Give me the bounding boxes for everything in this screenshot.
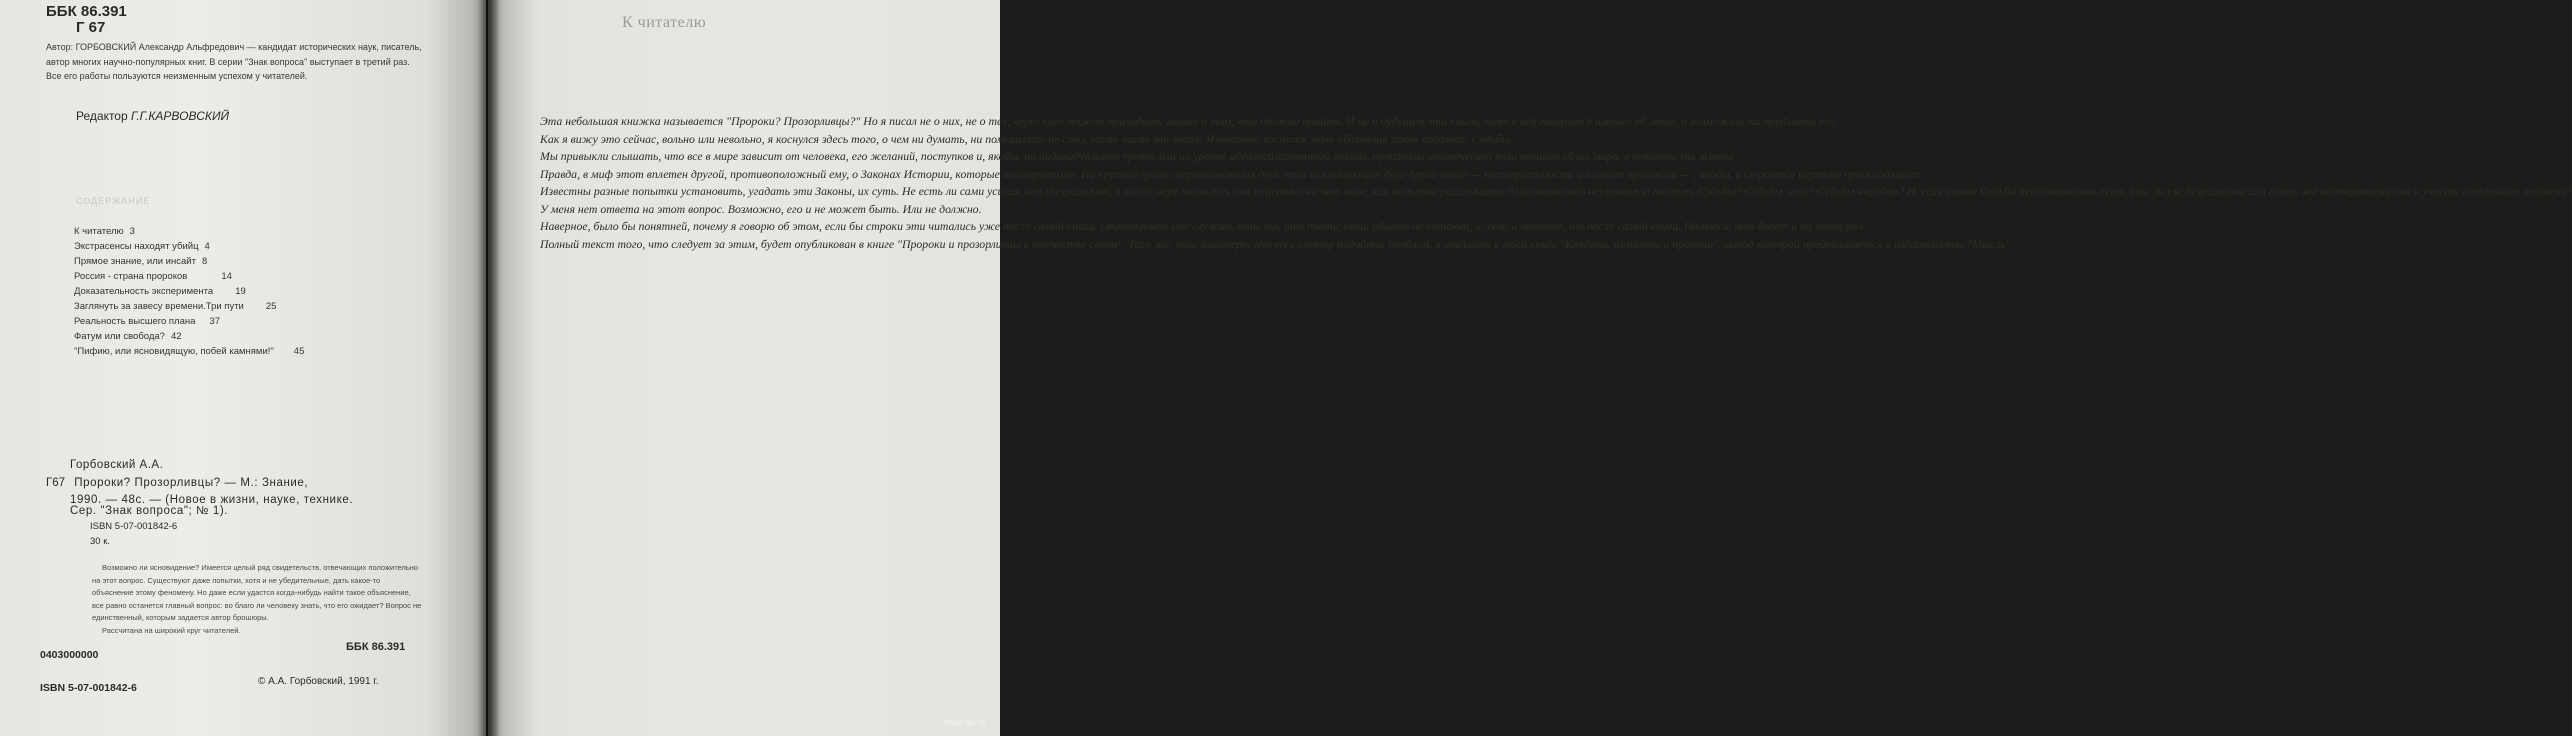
toc-item-page: 14 [221, 271, 232, 282]
card-price: 30 к. [90, 536, 111, 547]
toc-item-title: Реальность высшего плана [74, 316, 196, 327]
card-line-1: Пророки? Прозорливцы? — М.: Знание, [74, 477, 309, 489]
toc-item [74, 346, 304, 357]
toc-item-page: 42 [170, 331, 182, 342]
catalog-card-author: Горбовский А.А. [70, 459, 164, 471]
toc-item-title: Экстрасенсы находят убийц [74, 241, 199, 252]
toc-item-page: 45 [293, 346, 305, 357]
editor-label: Редактор [76, 109, 128, 123]
toc-item [74, 301, 276, 312]
paragraph: Мы привыкли слышать, что все в мире зависит от человека, его желаний, поступков и, якобы, на индивидуальном уровне или на уровне идеологизированной толпы, произволы человеческой воли вершат облик мира, в котором мы живем. [540, 149, 1736, 163]
page-title: К читателю [622, 14, 707, 31]
toc-item-page: 8 [201, 256, 208, 267]
card-index-code: Г67 [46, 477, 66, 489]
annotation-text: Возможно ли ясновидение? Имеется целый ряд свидетельств, отвечающих положительно на этот вопрос. Существуют даже попытки, хотя и не убедительные, дать какое-то объяснение этому феномену. Но даже если удастся когда-нибудь найти такое объяснение, все равно останется главный вопрос: во благо ли человеку знать, что его ожидает? Вопрос не единственный, которым задается автор брошюры. [92, 563, 422, 623]
toc-item [74, 256, 207, 267]
paragraph: Эта небольшая книжка называется "Пророки? Прозорливцы?" Но я писал не о них, не о тех, через кого может приходить знание о том, что должно прийти. И не о будущем эта книга, хотя в ней говорится именно об этом, о возможности предзнать его. [540, 114, 1839, 128]
paragraph: Правда, в миф этот вплетен другой, противоположный ему, о Законах Истории, которые неотвратимы. На хрупкой грани соприкосновения двух этих исключающих друг-друга начал — неотвратимости и полного произвола — , якобы, и строится картина происходящего. [540, 166, 1923, 181]
card-line-2: 1990. — 48с. — (Новое в жизни, науке, технике. [70, 494, 354, 506]
right-page [488, 0, 2572, 736]
isbn-bottom: ISBN 5-07-001842-6 [40, 682, 137, 694]
watermark: www.ay.by [944, 717, 987, 727]
left-page [0, 0, 486, 736]
catalog-card-index [46, 477, 308, 489]
toc-item-title: К читателю [74, 226, 124, 237]
toc-item [74, 286, 246, 297]
paragraph: Полный текст того, что следует за этим, будет опубликован в книге "Пророки и прозорливцы в отечестве своем". Того же, кого заинтересует весь спектр подобных проблем, я отсылаю к моей книге "Колдуны, целители и пророки", выход которой предполагается в издательстве "Мысль". [540, 236, 2014, 251]
toc-item-page: 25 [265, 301, 277, 312]
card-isbn: ISBN 5-07-001842-6 [90, 521, 178, 532]
card-line-3: Сер. "Знак вопроса"; № 1). [70, 505, 229, 517]
toc-item [74, 271, 232, 282]
editor-name: Г.Г.КАРВОВСКИЙ [131, 109, 230, 123]
toc-item-page: 37 [209, 316, 220, 327]
toc-item [74, 241, 210, 252]
bbk-top-text: ББК 86.391 [46, 3, 127, 20]
book-spine-shadow [478, 0, 500, 736]
toc-title: СОДЕРЖАНИЕ [76, 196, 151, 206]
publication-code: 0403000000 [40, 649, 99, 661]
editor-line [76, 109, 229, 123]
toc-item-title: Россия - страна пророков [74, 271, 188, 282]
annotation-audience: Рассчитана на широкий круг читателей. [102, 625, 241, 635]
paragraph: Наверное, было бы понятней, почему я говорю об этом, если бы строки эти читались уже после самой книги. Оправданием мне служит лишь то, что предисловий обычно не читают, а, если и читают, то после самой книги. Надеюсь, так будет и на этот раз. [540, 219, 1866, 233]
annotation [92, 562, 422, 638]
toc-item-title: "Пифию, или ясновидящую, побей камнями!" [74, 346, 274, 357]
author-note: Автор: ГОРБОВСКИЙ Александр Альфредович — кандидат исторических наук, писатель, автор многих научно-популярных книг. В серии "Знак вопроса" выступает в третий раз. Все его работы пользуются неизменным успехом у читателей. [46, 42, 422, 81]
toc-item [74, 226, 135, 237]
bbk-code-top [46, 4, 127, 36]
copyright: © А.А. Горбовский, 1991 г. [258, 676, 379, 687]
toc-item-title: Заглянуть за завесу времени.Три пути [74, 301, 244, 312]
toc-item-title: Фатум или свобода? [74, 331, 165, 342]
author-index-top: Г 67 [76, 19, 106, 36]
paragraph: У меня нет ответа на этот вопрос. Возможно, его и не может быть. Или не должно. [540, 201, 982, 216]
toc-item-page: 4 [204, 241, 210, 252]
toc-item [74, 316, 220, 327]
toc-item-page: 3 [129, 226, 135, 237]
bbk-code-bottom: ББК 86.391 [346, 641, 406, 653]
toc-item-title: Доказательность эксперимента [74, 286, 214, 297]
paragraph: Известны разные попытки установить, угадать эти Законы, их суть. Не есть ли сами усилия эти,(безразлично, в какой мере оказались они тщетны) ни что иное, как попытки расслышать действительно неумолимую поступь Судьбы? Судьбы эпох? Судьбы народов? И, если такая Судьба действительно есть, так ли уж безразлична или столь же неотвратима она к участи отдельного человека? [540, 184, 2572, 198]
foreword-body [510, 114, 2572, 254]
paragraph: Как я вижу это сейчас, вольно или невольно, я коснулся здесь того, о чем ни думать, ни помышлять не смел, когда писал эту книгу. Я невольно коснулся, едва обозначив этот предмет, Судьбы. [540, 131, 1513, 146]
toc-item [74, 331, 182, 342]
toc-item-page: 19 [235, 286, 246, 297]
toc-item-title: Прямое знание, или инсайт [74, 256, 196, 267]
